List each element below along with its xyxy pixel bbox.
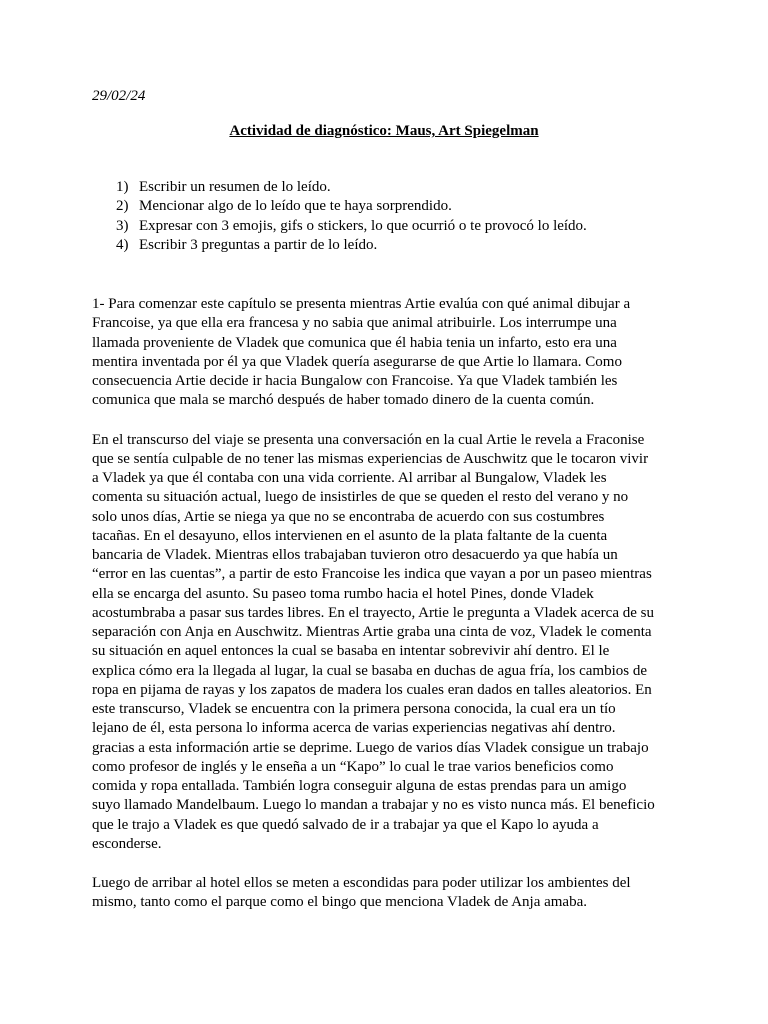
task-item xyxy=(116,178,676,197)
document-date: 29/02/24 xyxy=(92,88,146,104)
task-list xyxy=(92,178,676,255)
document-title: Actividad de diagnóstico: Maus, Art Spiegelman xyxy=(229,123,539,139)
task-number: 3) xyxy=(116,217,129,234)
task-text: Escribir un resumen de lo leído. xyxy=(139,179,331,195)
body-paragraph-3: Luego de arribar al hotel ellos se meten a escondidas para poder utilizar los ambientes del mismo, tanto como el parque como el bingo que menciona Vladek de Anja amaba. xyxy=(92,875,631,911)
task-number: 2) xyxy=(116,198,129,215)
task-number: 1) xyxy=(116,179,129,195)
task-text: Expresar con 3 emojis, gifs o stickers, lo que ocurrió o te provocó lo leído. xyxy=(139,217,587,234)
task-number: 4) xyxy=(116,236,129,253)
task-text: Mencionar algo de lo leído que te haya sorprendido. xyxy=(139,198,452,215)
document-page xyxy=(92,87,676,913)
task-item xyxy=(116,217,676,236)
body-paragraph-1: 1- Para comenzar este capítulo se presenta mientras Artie evalúa con qué animal dibujar a Francoise, ya que ella era francesa y no sabia que animal atribuirle. Los interrumpe una llamada proveniente de Vladek que comunica que él habia tenia un infarto, esto era una mentira inventada por él ya que Vladek quería asegurarse de que Artie lo llamara. Como consecuencia Artie decide ir hacia Bungalow con Francoise. Ya que Vladek también les comunica que mala se marchó después de haber tomado dinero de la cuenta común. xyxy=(92,296,631,409)
task-item xyxy=(116,197,676,216)
task-item xyxy=(116,236,676,255)
task-text: Escribir 3 preguntas a partir de lo leído. xyxy=(139,236,378,253)
body-paragraph-2: En el transcurso del viaje se presenta una conversación en la cual Artie le revela a Fraconise que se sentía culpable de no tener las mismas experiencias de Auschwitz que le tocaron vivir a Vladek ya que él contaba con una vida corriente. Al arribar al Bungalow, Vladek les comenta su situación actual, luego de insistirles de que se queden el resto del verano y no solo unos días, Artie se niega ya que no se encontraba de acuerdo con sus costumbres tacañas. En el desayuno, ellos intervienen en el asunto de la plata faltante de la cuenta bancaria de Vladek. Mientras ellos trabajaban tuvieron otro desacuerdo ya que había un “error en las cuentas”, a partir de esto Francoise les indica que vayan a por un paseo mientras ella se encarga del asunto. Su paseo toma rumbo hacia el hotel Pines, donde Vladek acostumbraba a pasar sus tardes libres. En el trayecto, Artie le pregunta a Vladek acerca de su separación con Anja en Auschwitz. Mientras Artie graba una cinta de voz, Vladek le comenta su situación en aquel entonces la cual se basaba en intentar sobrevivir ahí dentro. El le explica cómo era la llegada al lugar, la cual se basaba en duchas de agua fría, los cambios de ropa en pijama de rayas y los zapatos de madera los cuales eran dados en talles aleatorios. En este transcurso, Vladek se encuentra con la primera persona conocida, la cual era un tío lejano de él, esta persona lo informa acerca de varias experiencias negativas ahí dentro. gracias a esta información artie se deprime. Luego de varios días Vladek consigue un trabajo como profesor de inglés y le enseña a un “Kapo” lo cual le trae varios beneficios como comida y ropa entallada. También logra conseguir alguna de estas prendas para un amigo suyo llamado Mandelbaum. Luego lo mandan a trabajar y no es visto nunca más. El beneficio que le trajo a Vladek es que quedó salvado de ir a trabajar ya que el Kapo lo ayuda a esconderse. xyxy=(92,431,655,852)
